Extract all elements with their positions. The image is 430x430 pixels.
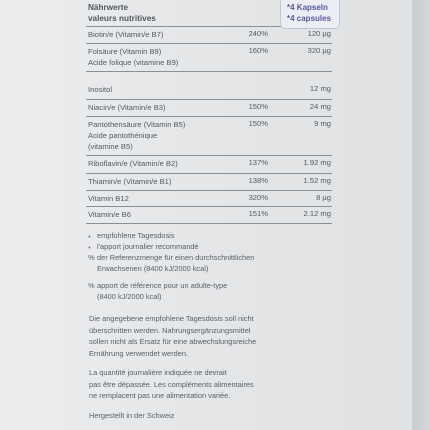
table-row: [86, 174, 332, 191]
legend-symbol: %: [88, 281, 95, 290]
row-percent: 138%: [248, 176, 268, 185]
header-title-de: Nährwerte: [88, 3, 129, 12]
table-row: [86, 156, 332, 174]
table-row: [86, 72, 332, 100]
table-row: [86, 100, 332, 117]
legend-text: empfohlene Tagesdosis: [97, 231, 175, 240]
dosage-warning-fr: La quantité journalière indiquée ne devrait pas être dépassée. Les compléments alimentaires ne remplacent pas une alimentation variée.: [89, 368, 254, 400]
row-amount: 2.12 mg: [303, 209, 331, 218]
serving-badge: [280, 0, 340, 29]
row-amount: 24 mg: [309, 102, 331, 111]
table-row: [86, 117, 332, 156]
row-percent: 160%: [248, 46, 268, 55]
row-percent: 320%: [248, 193, 268, 202]
legend-symbol: %: [88, 253, 95, 262]
header-title-fr: valeurs nutritives: [88, 14, 156, 23]
table-row: [86, 207, 332, 224]
row-amount: 1.52 mg: [303, 176, 331, 185]
row-percent: 150%: [248, 119, 268, 128]
legend-symbol: *: [88, 233, 91, 242]
row-name: Pantothensäure (Vitamin B5) Acide pantothénique (vitamine B5): [88, 120, 186, 151]
row-name: Thiamin/e (Vitamin/e B1): [88, 177, 172, 186]
row-name: Biotin/e (Vitamin/e B7): [88, 30, 164, 39]
legend-text: apport de référence pour un adulte-type (8400 kJ/2000 kcal): [97, 281, 228, 301]
row-name: Vitamin/e B6: [88, 210, 131, 219]
legend-text: l'apport journalier recommandé: [97, 242, 199, 251]
row-amount: 320 µg: [307, 46, 331, 55]
package-edge: [412, 0, 430, 430]
manufacturing-note: Hergestellt in der Schweiz: [89, 411, 175, 420]
row-name: Niacin/e (Vitamin/e B3): [88, 103, 166, 112]
row-name: Inositol: [88, 85, 113, 94]
row-amount: 120 µg: [307, 29, 331, 38]
row-percent: 151%: [248, 209, 268, 218]
badge-text-fr: *4 capsules: [287, 14, 332, 23]
row-amount: 1.92 mg: [303, 158, 331, 167]
legend-text: der Referenzmenge für einen durchschnittlichen Erwachsenen (8400 kJ/2000 kcal): [97, 253, 255, 273]
row-amount: 8 µg: [316, 193, 331, 202]
row-name: Vitamin B12: [88, 194, 129, 203]
row-percent: 150%: [248, 102, 268, 111]
table-row: [86, 27, 332, 44]
dosage-warning-de: Die angegebene empfohlene Tagesdosis soll nicht überschritten werden. Nahrungsergänzungsmittel sollen nicht als Ersatz für eine abwechslungsreiche Ernährung verwendet werden.: [89, 314, 257, 358]
legend-symbol: *: [88, 244, 91, 253]
badge-text-de: *4 Kapseln: [287, 3, 328, 12]
row-name: Riboflavin/e (Vitamin/e B2): [88, 159, 178, 168]
table-row: [86, 44, 332, 72]
row-amount: 12 mg: [309, 84, 331, 93]
row-percent: 137%: [248, 158, 268, 167]
row-percent: 240%: [248, 29, 268, 38]
row-name: Folsäure (Vitamin B9) Acide folique (vitamine B9): [88, 47, 179, 67]
row-amount: 9 mg: [314, 119, 331, 128]
table-row: [86, 191, 332, 207]
